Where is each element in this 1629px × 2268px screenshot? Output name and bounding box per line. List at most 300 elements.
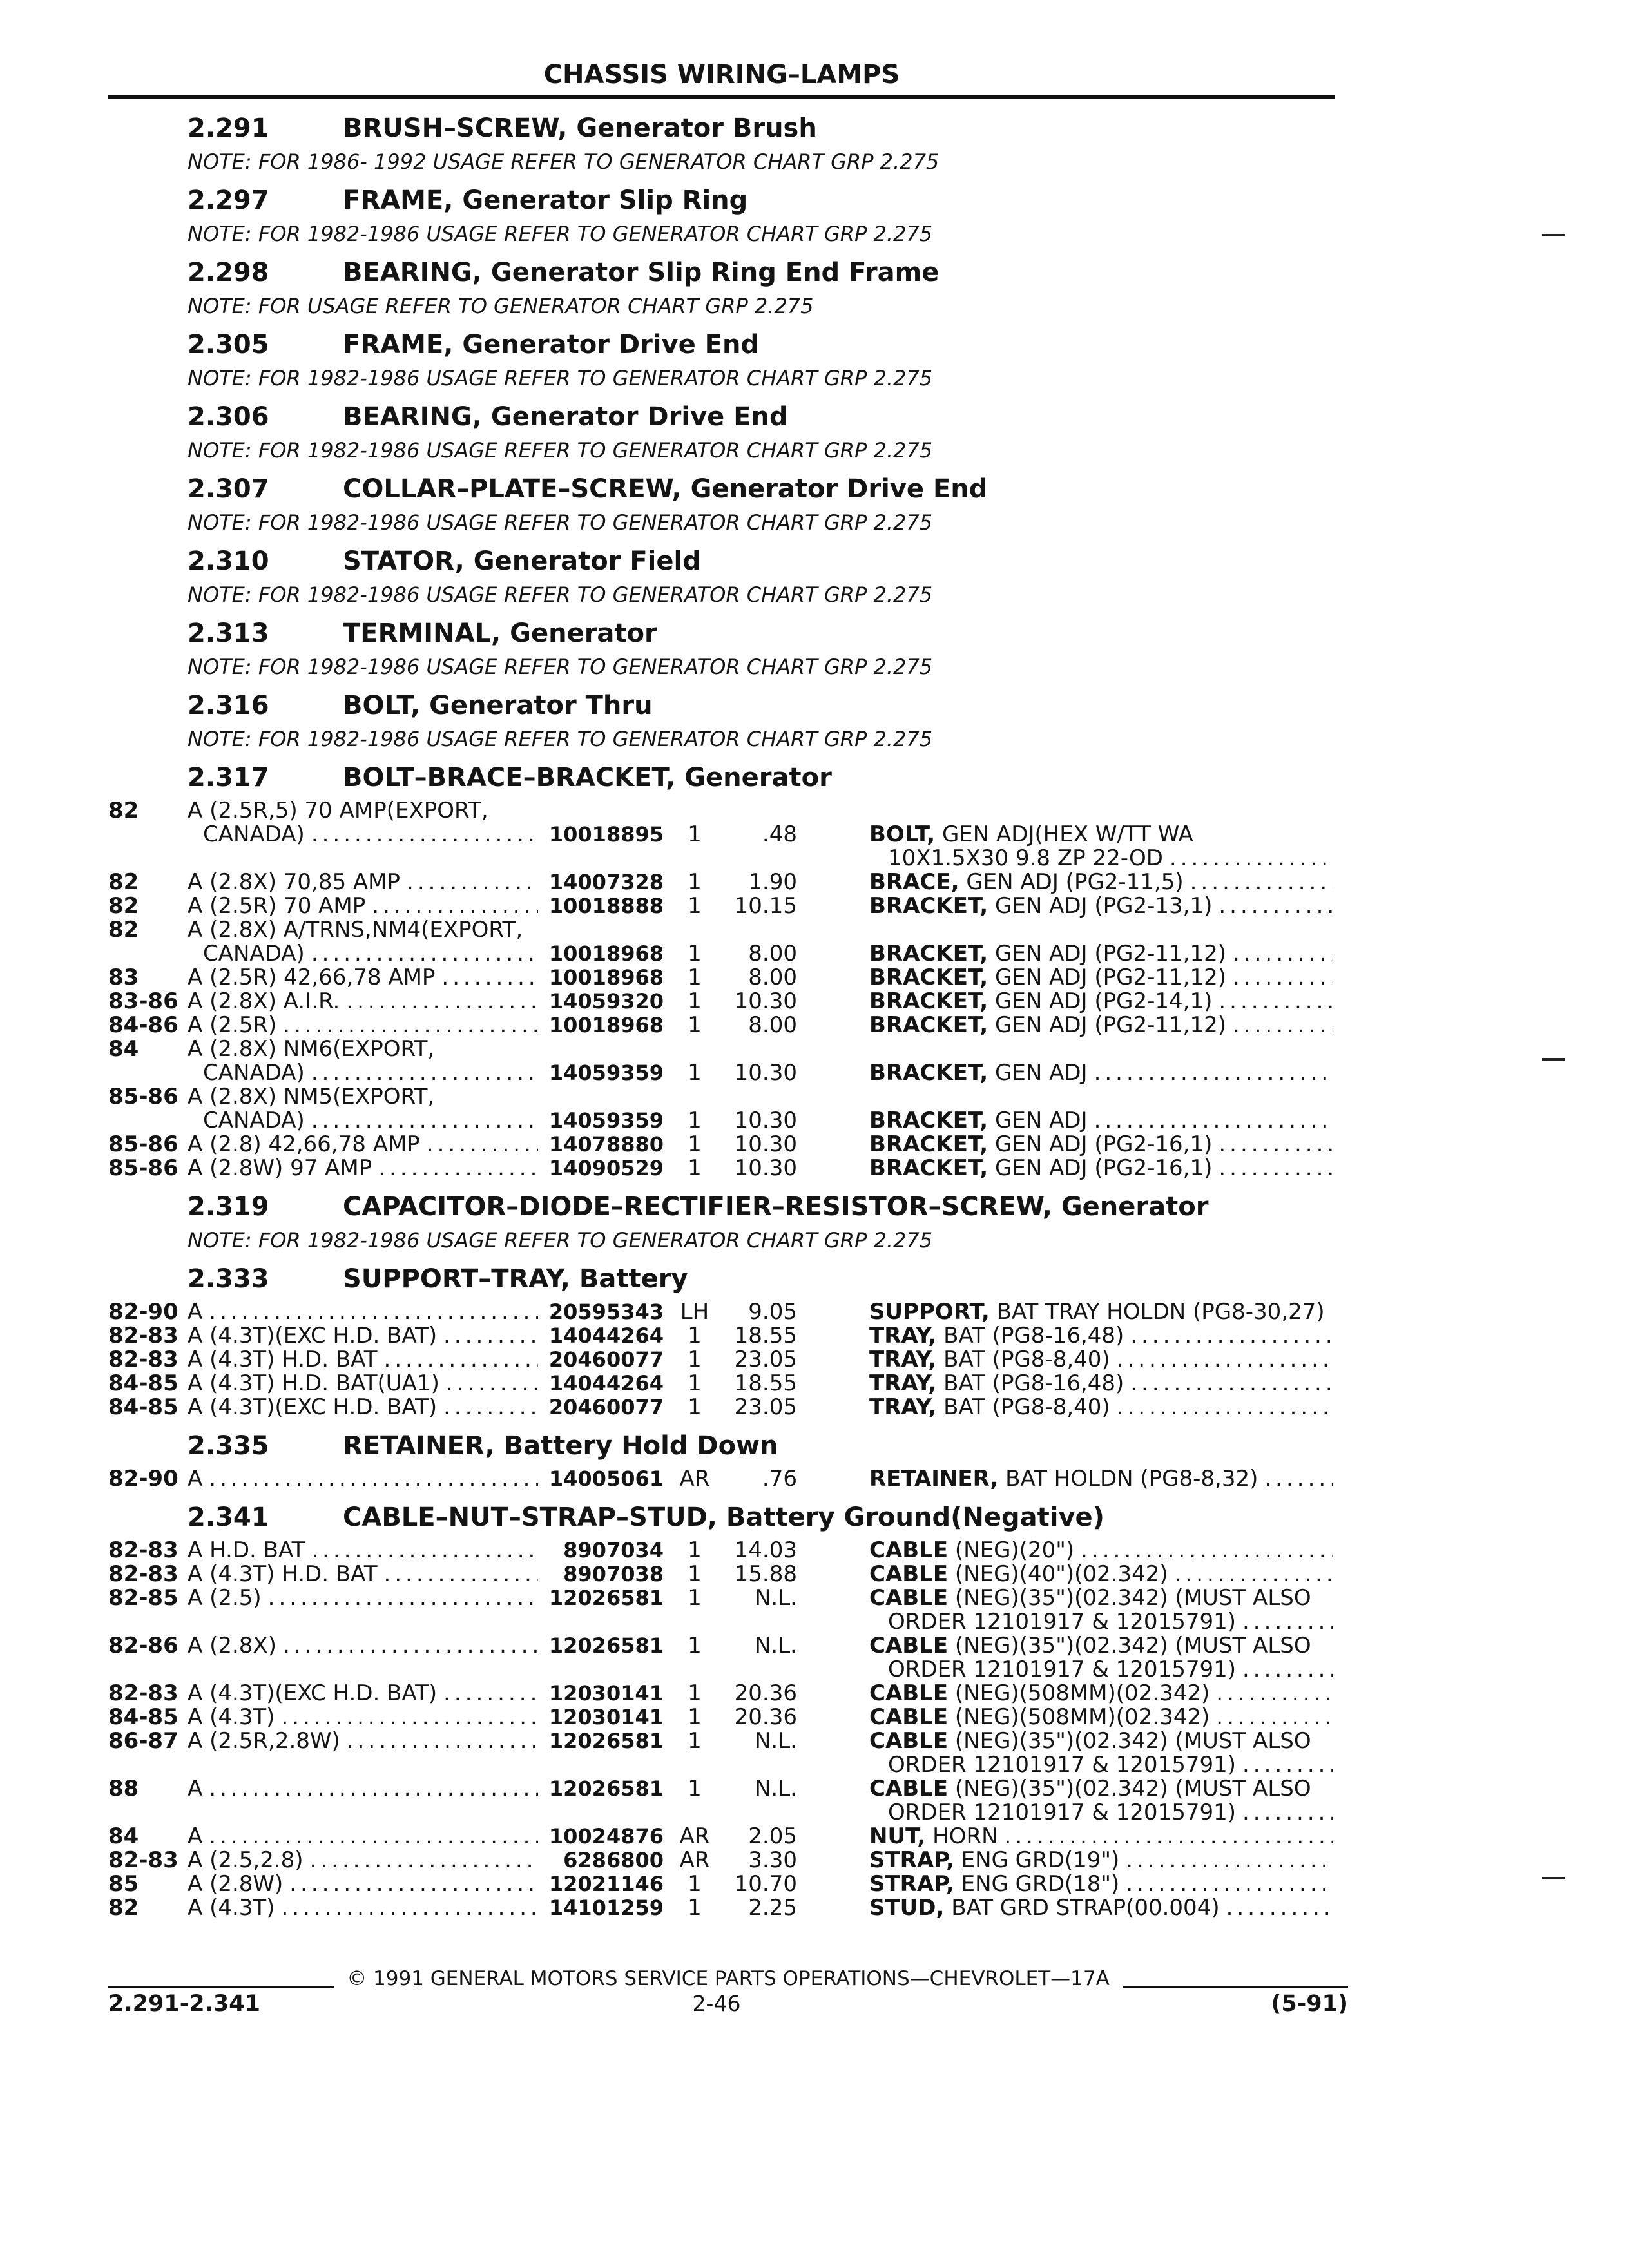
dot-leader <box>283 1872 538 1896</box>
group-heading <box>0 617 1629 650</box>
part-description <box>869 1682 1333 1706</box>
group-heading <box>0 1262 1629 1296</box>
catalog-group <box>0 1501 1629 1920</box>
price: 3.30 <box>748 1847 797 1873</box>
quantity: 1 <box>688 1108 702 1133</box>
group-heading <box>0 544 1629 578</box>
quantity: 1 <box>688 869 702 895</box>
part-spec: BAT (PG8-8,40) <box>943 1394 1110 1420</box>
price: 8.00 <box>748 1012 797 1038</box>
application-text: A <box>188 1776 203 1802</box>
part-spec-continued: ORDER 12101917 & 12015791) <box>888 1800 1236 1825</box>
group-heading <box>0 1190 1629 1224</box>
part-spec: ENG GRD(19") <box>961 1847 1120 1873</box>
group-number: 2.335 <box>188 1431 269 1461</box>
model-years: 88 <box>108 1776 139 1802</box>
part-description-text <box>869 1109 1088 1133</box>
part-description <box>869 990 1333 1014</box>
part-name: TRAY, <box>869 1370 937 1396</box>
part-name: RETAINER, <box>869 1466 999 1492</box>
part-number: 8907038 <box>563 1562 664 1586</box>
part-description <box>869 1896 1333 1920</box>
group-title: CAPACITOR–DIODE–RECTIFIER–RESISTOR–SCREW, Generator <box>343 1192 1209 1222</box>
part-description <box>869 1777 1333 1801</box>
part-spec-continued: ORDER 12101917 & 12015791) <box>888 1609 1236 1635</box>
part-name: BRACKET, <box>869 941 988 966</box>
dot-leader <box>1110 1396 1333 1419</box>
part-spec: ENG GRD(18") <box>961 1871 1120 1897</box>
model-years: 82-83 <box>108 1537 178 1563</box>
price: 9.05 <box>748 1299 797 1325</box>
part-name: TRAY, <box>869 1323 937 1349</box>
part-spec: (NEG)(35")(02.342) (MUST ALSO <box>954 1633 1311 1658</box>
model-years: 82-83 <box>108 1680 178 1706</box>
part-number: 14059359 <box>548 1108 664 1133</box>
part-row <box>0 1372 1629 1396</box>
price: 14.03 <box>734 1537 797 1563</box>
part-spec: HORN <box>932 1823 998 1849</box>
part-description-text <box>869 990 1212 1014</box>
part-row <box>0 1037 1629 1061</box>
part-description-text <box>869 1396 1110 1419</box>
part-row <box>0 1539 1629 1562</box>
part-spec: BAT (PG8-8,40) <box>943 1347 1110 1372</box>
quantity: 1 <box>688 1323 702 1349</box>
part-name: TRAY, <box>869 1347 937 1372</box>
quantity: 1 <box>688 988 702 1014</box>
dot-leader <box>1124 1324 1333 1348</box>
part-spec: GEN ADJ (PG2-11,12) <box>995 941 1226 966</box>
part-row <box>0 1777 1629 1801</box>
model-years: 82-83 <box>108 1323 178 1349</box>
application-text: A (4.3T)(EXC H.D. BAT) <box>188 1680 438 1706</box>
quantity: 1 <box>688 1633 702 1658</box>
model-years: 82 <box>108 869 139 895</box>
part-spec: GEN ADJ <box>995 1108 1088 1133</box>
part-name: BRACKET, <box>869 893 988 919</box>
part-number: 14101259 <box>548 1896 664 1920</box>
dot-leader <box>1088 1061 1333 1085</box>
part-description <box>869 1324 1333 1348</box>
dot-leader <box>276 1014 538 1037</box>
footer-rule-right <box>1123 1986 1348 1988</box>
application-description <box>188 1539 538 1562</box>
part-description <box>869 823 1333 847</box>
part-number: 14005061 <box>548 1466 664 1491</box>
part-number: 14044264 <box>548 1323 664 1348</box>
application-description <box>203 942 538 966</box>
part-row <box>0 823 1629 847</box>
dot-leader <box>378 1348 538 1372</box>
model-years: 82 <box>108 917 139 943</box>
quantity: 1 <box>688 965 702 990</box>
part-row <box>0 966 1629 990</box>
model-years: 82-90 <box>108 1299 178 1325</box>
price: .76 <box>762 1466 797 1492</box>
group-title: BEARING, Generator Slip Ring End Frame <box>343 258 940 287</box>
model-years: 84 <box>108 1823 139 1849</box>
dot-leader <box>437 1324 538 1348</box>
model-years: 82-90 <box>108 1466 178 1492</box>
group-number: 2.310 <box>188 546 269 576</box>
application-description <box>188 1682 538 1706</box>
application-description <box>188 918 538 942</box>
application-text: A (2.5R) 70 AMP <box>188 893 366 919</box>
group-number: 2.298 <box>188 258 269 287</box>
group-title: BEARING, Generator Drive End <box>343 402 788 432</box>
margin-mark <box>1542 1877 1565 1879</box>
application-text: A (2.8X) <box>188 1633 276 1658</box>
dot-leader <box>1119 1872 1333 1896</box>
group-title: BRUSH–SCREW, Generator Brush <box>343 113 817 143</box>
part-description-text <box>869 1539 1074 1562</box>
model-years: 85-86 <box>108 1155 178 1181</box>
group-heading <box>0 689 1629 722</box>
part-number: 14078880 <box>548 1132 664 1157</box>
header-rule <box>108 95 1335 99</box>
part-spec: (NEG)(35")(02.342) (MUST ALSO <box>954 1776 1311 1802</box>
part-description-text <box>869 1586 1311 1610</box>
group-heading <box>0 328 1629 361</box>
quantity: 1 <box>688 1155 702 1181</box>
group-number: 2.317 <box>188 763 269 793</box>
part-row <box>0 1300 1629 1324</box>
part-row <box>0 870 1629 894</box>
quantity: 1 <box>688 1131 702 1157</box>
quantity: 1 <box>688 1561 702 1587</box>
application-description <box>188 1467 538 1491</box>
part-description-text <box>869 1348 1110 1372</box>
group-title: FRAME, Generator Slip Ring <box>343 186 748 215</box>
dot-leader <box>998 1825 1333 1849</box>
price: 2.25 <box>748 1895 797 1921</box>
part-number: 20460077 <box>548 1347 664 1372</box>
price: N.L. <box>755 1728 797 1754</box>
price: 10.30 <box>734 1060 797 1086</box>
quantity: 1 <box>688 1704 702 1730</box>
part-number: 12030141 <box>548 1681 664 1706</box>
part-row <box>0 1586 1629 1610</box>
part-description <box>869 1872 1333 1896</box>
dot-leader <box>1212 1133 1333 1157</box>
part-spec: (NEG)(508MM)(02.342) <box>954 1704 1210 1730</box>
application-text: A (2.8X) 70,85 AMP <box>188 869 401 895</box>
model-years: 84-85 <box>108 1394 178 1420</box>
application-text: A (2.8X) A/TRNS,NM4(EXPORT, <box>188 917 523 943</box>
usage-note: NOTE: FOR 1986- 1992 USAGE REFER TO GENERATOR CHART GRP 2.275 <box>188 149 940 174</box>
dot-leader <box>372 1157 538 1180</box>
application-text: A (2.8W) 97 AMP <box>188 1155 372 1181</box>
part-name: BRACKET, <box>869 1060 988 1086</box>
part-description-text <box>869 1872 1119 1896</box>
part-row <box>0 847 1629 870</box>
group-number: 2.291 <box>188 113 269 143</box>
price: 8.00 <box>748 941 797 966</box>
application-description <box>203 1109 538 1133</box>
application-text: A <box>188 1466 203 1492</box>
quantity: 1 <box>688 1060 702 1086</box>
part-row <box>0 1706 1629 1729</box>
price: N.L. <box>755 1776 797 1802</box>
application-description <box>188 1014 538 1037</box>
dot-leader <box>1212 1157 1333 1180</box>
catalog-group <box>0 400 1629 467</box>
group-heading <box>0 111 1629 145</box>
price: 10.30 <box>734 1131 797 1157</box>
group-title: SUPPORT–TRAY, Battery <box>343 1264 688 1294</box>
part-row <box>0 1467 1629 1491</box>
quantity: 1 <box>688 1370 702 1396</box>
application-text: CANADA) <box>203 1108 305 1133</box>
application-description <box>188 1133 538 1157</box>
dot-leader <box>1226 942 1333 966</box>
price: 23.05 <box>734 1394 797 1420</box>
group-number: 2.306 <box>188 402 269 432</box>
part-row <box>0 1085 1629 1109</box>
part-description-text <box>869 1014 1226 1037</box>
part-description-text <box>869 1634 1311 1658</box>
price: 15.88 <box>734 1561 797 1587</box>
usage-note: NOTE: FOR 1982-1986 USAGE REFER TO GENERATOR CHART GRP 2.275 <box>188 727 933 751</box>
part-spec: GEN ADJ (PG2-11,5) <box>966 869 1184 895</box>
part-row <box>0 1109 1629 1133</box>
footer-page-number: 2-46 <box>692 1991 741 2016</box>
catalog-group <box>0 617 1629 684</box>
dot-leader <box>435 966 538 990</box>
part-row <box>0 1825 1629 1849</box>
quantity: 1 <box>688 1585 702 1611</box>
application-description <box>188 870 538 894</box>
part-row <box>0 1133 1629 1157</box>
part-spec: BAT (PG8-16,48) <box>943 1323 1124 1349</box>
dot-leader <box>305 1539 538 1562</box>
group-title: COLLAR–PLATE–SCREW, Generator Drive End <box>343 474 988 504</box>
part-description-text <box>869 1849 1119 1872</box>
quantity: 1 <box>688 1680 702 1706</box>
quantity: 1 <box>688 822 702 847</box>
part-row <box>0 799 1629 823</box>
part-description-text <box>869 1133 1212 1157</box>
part-description-text <box>869 942 1226 966</box>
part-name: CABLE <box>869 1561 949 1587</box>
part-description <box>869 1396 1333 1419</box>
dot-leader <box>400 870 538 894</box>
part-spec: (NEG)(35")(02.342) (MUST ALSO <box>954 1585 1311 1611</box>
application-text: A (2.5R) 42,66,78 AMP <box>188 965 436 990</box>
dot-leader <box>262 1586 538 1610</box>
quantity: 1 <box>688 1012 702 1038</box>
part-name: STRAP, <box>869 1847 954 1873</box>
application-description <box>188 1872 538 1896</box>
footer-rule-left <box>108 1986 334 1988</box>
application-description <box>188 1300 538 1324</box>
price: 10.15 <box>734 893 797 919</box>
part-description <box>869 1133 1333 1157</box>
application-text: A (2.5) <box>188 1585 262 1611</box>
application-description <box>203 823 538 847</box>
part-spec: GEN ADJ (PG2-14,1) <box>995 988 1213 1014</box>
dot-leader <box>1212 894 1333 918</box>
application-text: A (4.3T) <box>188 1895 275 1921</box>
part-name: SUPPORT, <box>869 1299 990 1325</box>
model-years: 82-83 <box>108 1847 178 1873</box>
part-spec: (NEG)(20") <box>954 1537 1075 1563</box>
dot-leader <box>378 1562 538 1586</box>
part-description <box>869 1348 1333 1372</box>
part-row <box>0 1682 1629 1706</box>
part-description-continued <box>888 847 1333 870</box>
part-row <box>0 1324 1629 1348</box>
quantity: 1 <box>688 941 702 966</box>
part-number: 14044264 <box>548 1371 664 1396</box>
part-spec: BAT GRD STRAP(00.004) <box>951 1895 1220 1921</box>
part-description-text <box>869 1467 1258 1491</box>
usage-note: NOTE: FOR 1982-1986 USAGE REFER TO GENERATOR CHART GRP 2.275 <box>188 582 933 607</box>
catalog-group <box>0 256 1629 323</box>
dot-leader <box>305 823 538 847</box>
part-description <box>869 1586 1333 1610</box>
group-number: 2.313 <box>188 619 269 648</box>
part-description-text <box>869 1825 998 1849</box>
part-spec: (NEG)(508MM)(02.342) <box>954 1680 1210 1706</box>
application-description <box>188 1085 538 1109</box>
dot-leader <box>1236 1753 1333 1777</box>
footer-group-range: 2.291-2.341 <box>108 1991 260 2017</box>
usage-note: NOTE: FOR 1982-1986 USAGE REFER TO GENERATOR CHART GRP 2.275 <box>188 438 933 463</box>
model-years: 84-85 <box>108 1370 178 1396</box>
application-description <box>188 799 538 823</box>
part-description-continued <box>888 1753 1333 1777</box>
price: 8.00 <box>748 965 797 990</box>
dot-leader <box>1226 1014 1333 1037</box>
part-spec: GEN ADJ (PG2-11,12) <box>995 1012 1226 1038</box>
part-description <box>869 1729 1333 1753</box>
dot-leader <box>437 1682 538 1706</box>
application-text: A (2.5R) <box>188 1012 277 1038</box>
usage-note: NOTE: FOR USAGE REFER TO GENERATOR CHART GRP 2.275 <box>188 294 814 318</box>
part-number: 6286800 <box>563 1848 664 1872</box>
part-number: 10018968 <box>548 1013 664 1037</box>
part-description-continued <box>888 1658 1333 1682</box>
parts-list <box>0 1300 1629 1419</box>
quantity: 1 <box>688 893 702 919</box>
application-description <box>188 894 538 918</box>
dot-leader <box>1210 1706 1333 1729</box>
part-description <box>869 1300 1333 1324</box>
part-spec-continued: ORDER 12101917 & 12015791) <box>888 1752 1236 1778</box>
part-number: 10018888 <box>548 894 664 918</box>
catalog-group <box>0 328 1629 395</box>
part-name: BRACKET, <box>869 1155 988 1181</box>
dot-leader <box>1220 1896 1333 1920</box>
part-spec: GEN ADJ (PG2-11,12) <box>995 965 1226 990</box>
part-description <box>869 1706 1333 1729</box>
catalog-group <box>0 472 1629 539</box>
dot-leader <box>275 1896 538 1920</box>
price: 20.36 <box>734 1680 797 1706</box>
part-spec: (NEG)(35")(02.342) (MUST ALSO <box>954 1728 1311 1754</box>
part-row <box>0 1157 1629 1180</box>
dot-leader <box>304 1849 538 1872</box>
part-description <box>869 1825 1333 1849</box>
application-text: A (4.3T) H.D. BAT <box>188 1561 378 1587</box>
application-description <box>188 1849 538 1872</box>
part-spec: GEN ADJ <box>995 1060 1088 1086</box>
part-row <box>0 1872 1629 1896</box>
part-name: NUT, <box>869 1823 926 1849</box>
application-text: A H.D. BAT <box>188 1537 305 1563</box>
part-description <box>869 1634 1333 1658</box>
model-years: 85 <box>108 1871 139 1897</box>
price: N.L. <box>755 1585 797 1611</box>
group-title: CABLE–NUT–STRAP–STUD, Battery Ground(Negative) <box>343 1503 1104 1532</box>
model-years: 82-83 <box>108 1347 178 1372</box>
part-description <box>869 1467 1333 1491</box>
model-years: 83-86 <box>108 988 178 1014</box>
price: N.L. <box>755 1633 797 1658</box>
group-heading <box>0 256 1629 289</box>
part-row <box>0 1396 1629 1419</box>
part-spec: BAT HOLDN (PG8-8,32) <box>1005 1466 1258 1492</box>
part-description-text <box>869 1562 1168 1586</box>
price: 2.05 <box>748 1823 797 1849</box>
dot-leader <box>305 942 538 966</box>
quantity: 1 <box>688 1871 702 1897</box>
application-description <box>188 1157 538 1180</box>
dot-leader <box>276 1634 538 1658</box>
model-years: 82 <box>108 1895 139 1921</box>
group-title: RETAINER, Battery Hold Down <box>343 1431 778 1461</box>
dot-leader <box>340 990 538 1014</box>
dot-leader <box>1074 1539 1333 1562</box>
dot-leader <box>1226 966 1333 990</box>
dot-leader <box>202 1777 538 1801</box>
application-text: A (4.3T) H.D. BAT <box>188 1347 378 1372</box>
parts-list <box>0 1467 1629 1491</box>
model-years: 85-86 <box>108 1084 178 1110</box>
part-number: 14007328 <box>548 870 664 894</box>
part-row <box>0 1610 1629 1634</box>
part-spec: BAT (PG8-16,48) <box>943 1370 1124 1396</box>
price: 10.30 <box>734 1108 797 1133</box>
part-description-text <box>869 1706 1210 1729</box>
dot-leader <box>202 1300 538 1324</box>
part-description <box>869 1562 1333 1586</box>
part-row <box>0 1801 1629 1825</box>
part-number: 12026581 <box>548 1729 664 1753</box>
usage-note: NOTE: FOR 1982-1986 USAGE REFER TO GENERATOR CHART GRP 2.275 <box>188 510 933 535</box>
part-row <box>0 918 1629 942</box>
part-number: 8907034 <box>563 1538 664 1562</box>
group-number: 2.305 <box>188 330 269 360</box>
group-number: 2.333 <box>188 1264 269 1294</box>
part-name: CABLE <box>869 1704 949 1730</box>
model-years: 82-86 <box>108 1633 178 1658</box>
dot-leader <box>1110 1348 1333 1372</box>
part-row <box>0 1753 1629 1777</box>
group-heading <box>0 184 1629 217</box>
group-number: 2.316 <box>188 691 269 720</box>
part-name: CABLE <box>869 1680 949 1706</box>
dot-leader <box>439 1372 538 1396</box>
part-spec-continued: 10X1.5X30 9.8 ZP 22-OD <box>888 845 1163 871</box>
part-name: CABLE <box>869 1776 949 1802</box>
application-text: A <box>188 1823 203 1849</box>
model-years: 82-83 <box>108 1561 178 1587</box>
price: 18.55 <box>734 1323 797 1349</box>
application-description <box>203 1061 538 1085</box>
group-number: 2.307 <box>188 474 269 504</box>
